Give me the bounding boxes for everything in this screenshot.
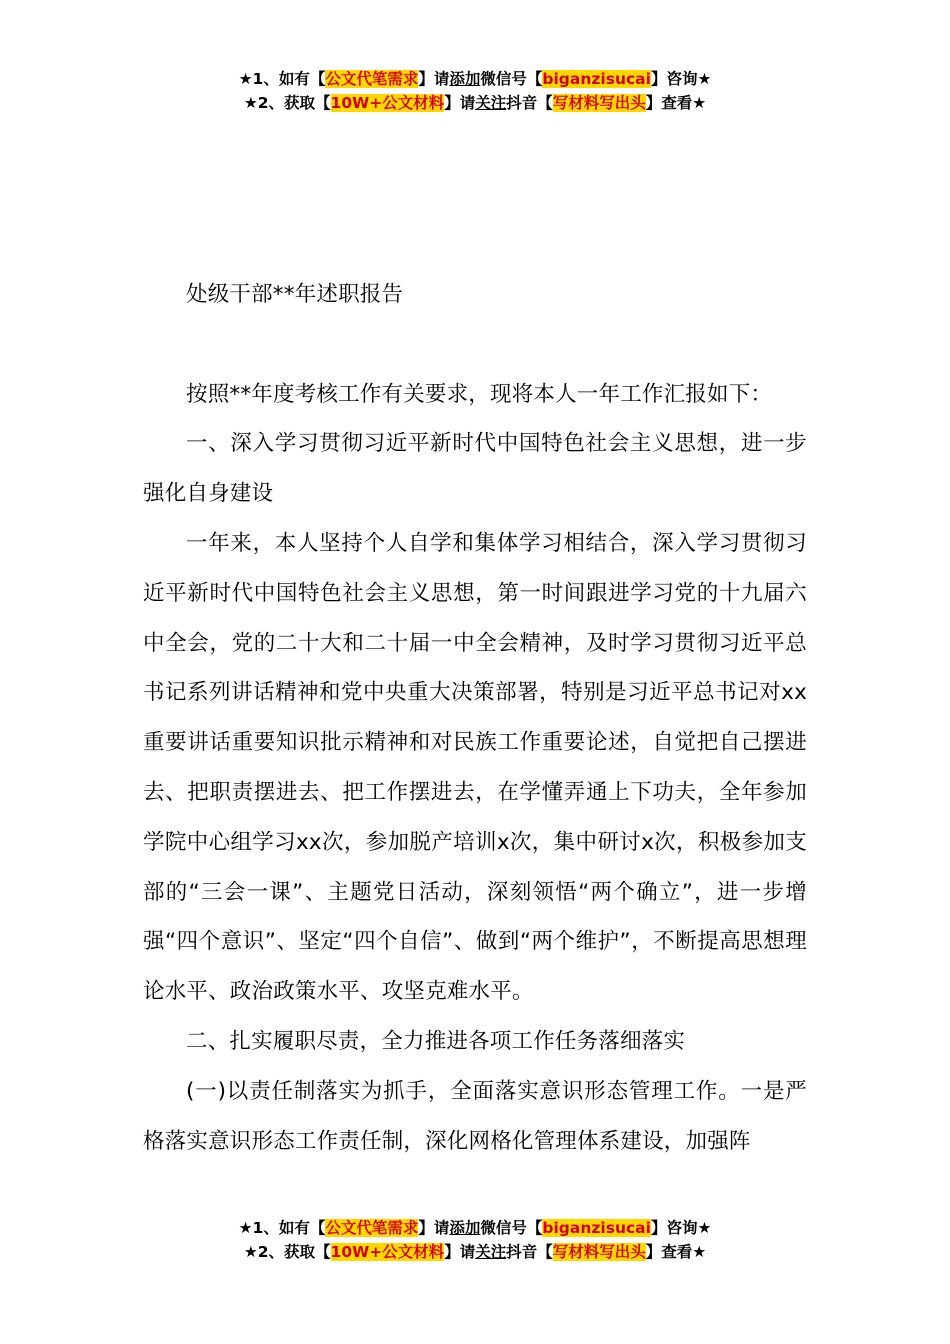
banner-wechat-id: biganzisucai	[542, 70, 651, 88]
banner-text: ★1、如有【	[238, 70, 326, 88]
banner-text: 】请	[418, 1219, 450, 1237]
section-heading: 一、深入学习贯彻习近平新时代中国特色社会主义思想，进一步强化自身建设	[143, 431, 807, 507]
banner-line-2	[0, 91, 950, 115]
banner-line-2	[0, 1240, 950, 1264]
banner-highlight: 公文代笔需求	[325, 70, 419, 88]
banner-text: 】请	[418, 70, 450, 88]
document-title: 处级干部**年述职报告	[186, 282, 404, 307]
banner-douyin-id: 写材料写出头	[552, 1243, 646, 1261]
banner-highlight: 10W+公文材料	[330, 94, 445, 112]
paragraph: 一年来，本人坚持个人自学和集体学习相结合，深入学习贯彻习近平新时代中国特色社会主义思想，第一时间跟进学习党的十九届六中全会，党的二十大和二十届一中全会精神，及时学习贯彻习近平总书记系列讲话精神和党中央重大决策部署，特别是习近平总书记对xx重要讲话重要知识批示精神和对民族工作重要论述，自觉把自己摆进去、把职责摆进去、把工作摆进去，在学懂弄通上下功夫，全年参加学院中心组学习xx次，参加脱产培训x次，集中研讨x次，积极参加支部的“三会一课”、主题党日活动，深刻领悟“两个确立”，进一步增强“四个意识”、坚定“四个自信”、做到“两个维护”，不断提高思想理论水平、政治政策水平、攻坚克难水平。	[143, 530, 807, 1005]
banner-text: 微信号【	[480, 1219, 543, 1237]
banner-highlight: 公文代笔需求	[325, 1219, 419, 1237]
banner-text: 】请	[444, 1243, 476, 1261]
document-body	[143, 270, 807, 1166]
banner-douyin-id: 写材料写出头	[552, 94, 646, 112]
header-banner	[0, 67, 950, 115]
paragraph: 按照**年度考核工作有关要求，现将本人一年工作汇报如下：	[186, 381, 773, 407]
paragraph: (一)以责任制落实为抓手，全面落实意识形态管理工作。一是严格落实意识形态工作责任制，深化网格化管理体系建设，加强阵	[143, 1078, 807, 1154]
banner-text: 微信号【	[480, 70, 543, 88]
banner-text: 】查看★	[645, 94, 707, 112]
banner-text: 】咨询★	[650, 1219, 712, 1237]
banner-text: 】咨询★	[650, 70, 712, 88]
banner-text: ★2、获取【	[243, 1243, 331, 1261]
banner-text: 】请	[444, 94, 476, 112]
banner-line-1	[0, 67, 950, 91]
banner-text: 抖音【	[506, 94, 553, 112]
banner-emphasis: 关注	[475, 1243, 507, 1261]
banner-text: ★2、获取【	[243, 94, 331, 112]
banner-text: ★1、如有【	[238, 1219, 326, 1237]
banner-text: 】查看★	[645, 1243, 707, 1261]
banner-line-1	[0, 1216, 950, 1240]
banner-text: 抖音【	[506, 1243, 553, 1261]
banner-highlight: 10W+公文材料	[330, 1243, 445, 1261]
footer-banner	[0, 1216, 950, 1264]
section-heading: 二、扎实履职尽责，全力推进各项工作任务落细落实	[186, 1028, 686, 1054]
banner-emphasis: 关注	[475, 94, 507, 112]
banner-emphasis: 添加	[449, 1219, 481, 1237]
banner-wechat-id: biganzisucai	[542, 1219, 651, 1237]
banner-emphasis: 添加	[449, 70, 481, 88]
